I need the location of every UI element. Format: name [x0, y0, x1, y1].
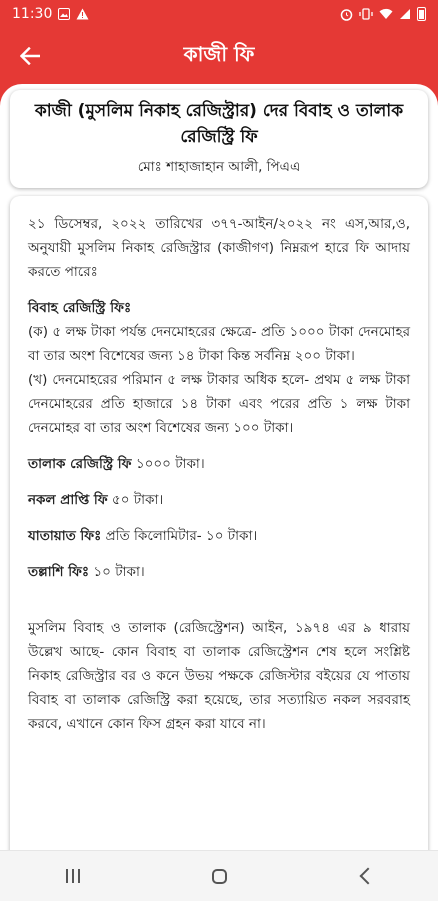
copy-fee-label: নকল প্রাপ্তি ফি: [28, 492, 108, 508]
travel-fee-line: [28, 524, 410, 548]
copy-fee-value: ৫০ টাকা।: [107, 492, 164, 508]
image-icon: [58, 8, 70, 20]
home-button[interactable]: [189, 856, 249, 896]
app-bar: [0, 28, 438, 84]
vibrate-icon: [359, 8, 373, 20]
card-title: কাজী (মুসলিম নিকাহ রেজিস্ট্রার) দের বিবাহ ও তালাক রেজিস্ট্রি ফি: [34, 101, 404, 147]
search-fee-value: ১০ টাকা।: [89, 564, 145, 580]
alarm-icon: [340, 8, 353, 21]
wifi-icon: [379, 8, 393, 20]
header-card: [10, 90, 428, 188]
divorce-fee-label: তালাক রেজিস্ট্রি ফি: [28, 456, 132, 472]
divorce-fee-value: ১০০০ টাকা।: [131, 456, 205, 472]
status-left: [12, 6, 89, 22]
intro-paragraph: ২১ ডিসেম্বর, ২০২২ তারিখের ৩৭৭-আইন/২০২২ নং এস,আর,ও, অনুযায়ী মুসলিম নিকাহ রেজিস্ট্রার (কাজীগণ) নিম্নরূপ হারে ফি আদায় করতে পারেঃ: [28, 216, 410, 280]
card-author: মোঃ শাহাজাহান আলী, পিএএ: [137, 159, 301, 175]
back-icon: [360, 868, 377, 885]
battery-icon: [417, 7, 426, 21]
search-fee-line: [28, 560, 410, 584]
travel-fee-label: যাতায়াত ফিঃ: [28, 528, 102, 544]
copy-fee-line: [28, 488, 410, 512]
footer-paragraph: মুসলিম বিবাহ ও তালাক (রেজিস্ট্রেশন) আইন, ১৯৭৪ এর ৯ ধারায় উল্লেখ আছে- কোন বিবাহ বা তালাক রেজিস্ট্রেশন শেষ হলে সংশ্লিষ্ট নিকাহ রেজিস্ট্রার বর ও কনে উভয় পক্ষকে রেজিস্টার বইয়ের যে পাতায় বিবাহ বা তালাক রেজিস্ট্রি করা হয়েছে, তার সত্যায়িত নকল সরবরাহ করবে, এখানে কোন ফিস গ্রহন করা যাবে না।: [28, 620, 410, 732]
page-title: কাজী ফি: [183, 41, 255, 66]
divorce-fee-line: [28, 452, 410, 476]
travel-fee-value: প্রতি কিলোমিটার- ১০ টাকা।: [101, 528, 258, 544]
marriage-fee-heading: বিবাহ রেজিস্ট্রি ফিঃ: [28, 300, 132, 316]
content-area[interactable]: [0, 84, 438, 850]
marriage-fee-clause-a: (ক) ৫ লক্ষ টাকা পর্যন্ত দেনমোহরের ক্ষেত্রে- প্রতি ১০০০ টাকা দেনমোহর বা তার অংশ বিশেষের জন্য ১৪ টাকা কিন্ত সর্বনিম্ন ২০০ টাকা।: [28, 324, 410, 364]
system-nav-bar: [0, 850, 438, 901]
signal-icon: [399, 8, 411, 20]
status-time: 11:30: [12, 6, 53, 22]
recents-button[interactable]: [43, 856, 103, 896]
body-card: [10, 196, 428, 850]
warning-icon: [76, 8, 89, 20]
back-button[interactable]: [14, 40, 46, 72]
arrow-left-icon: [20, 47, 40, 65]
home-icon: [212, 869, 227, 884]
status-right: [340, 7, 426, 21]
search-fee-label: তল্লাশি ফিঃ: [28, 564, 90, 580]
system-back-button[interactable]: [335, 856, 395, 896]
recents-icon: [66, 869, 80, 883]
marriage-fee-clause-b: (খ) দেনমোহরের পরিমান ৫ লক্ষ টাকার অধিক হলে- প্রথম ৫ লক্ষ টাকা দেনমোহরের প্রতি হাজারে ১৪ টাকা এবং পরের প্রতি ১ লক্ষ টাকা দেনমোহর বা তার অংশ বিশেষের জন্য ১০০ টাকা।: [28, 372, 410, 436]
status-bar: [0, 0, 438, 28]
